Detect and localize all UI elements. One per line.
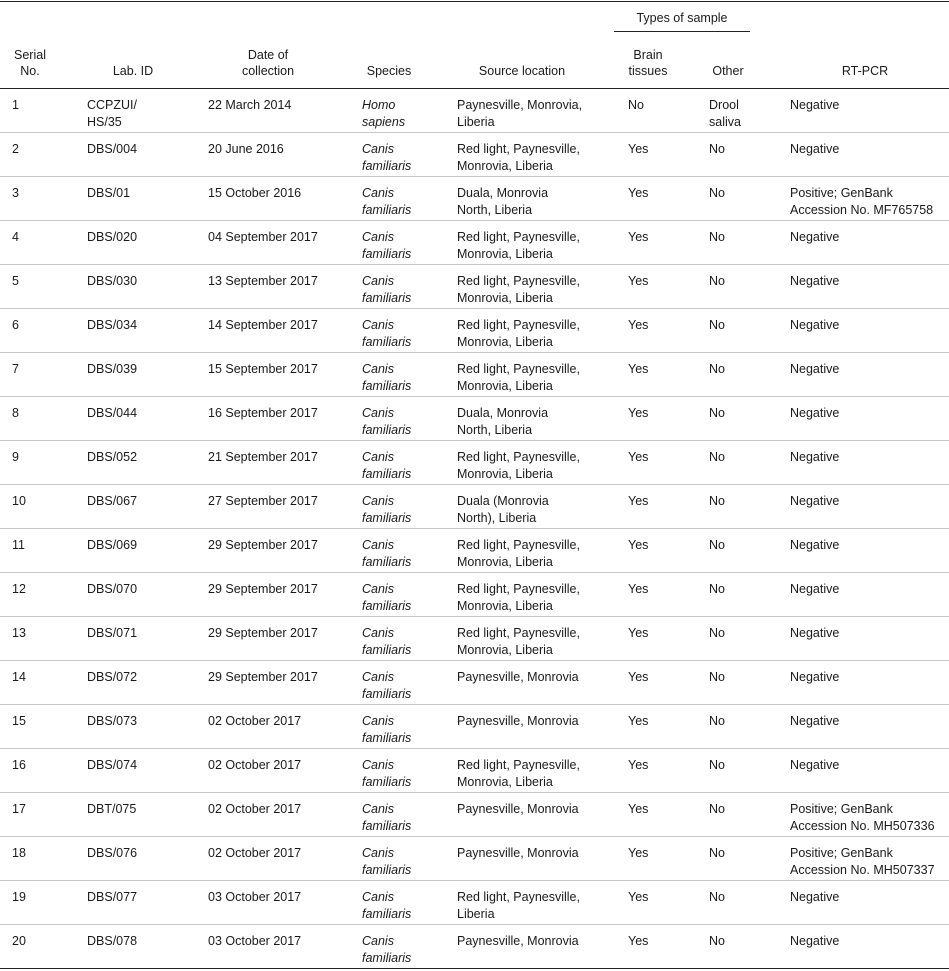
cell-rt-pcr: Negative [790, 98, 840, 112]
cell-species: Canis familiaris [362, 406, 412, 437]
cell-brain-tissues: Yes [628, 318, 649, 332]
cell-rt-pcr: Positive; GenBank Accession No. MH507336 [790, 802, 935, 833]
cell-lab-id: DBS/044 [87, 406, 138, 420]
cell-rt-pcr: Negative [790, 890, 840, 904]
cell-date: 02 October 2017 [208, 846, 302, 860]
cell-date: 02 October 2017 [208, 758, 302, 772]
header-rule [0, 88, 949, 89]
cell-serial: 11 [12, 538, 25, 552]
cell-brain-tissues: Yes [628, 362, 649, 376]
cell-serial: 13 [12, 626, 26, 640]
header-date: Date of collection [241, 48, 295, 78]
cell-brain-tissues: Yes [628, 934, 649, 948]
row-divider [0, 704, 949, 705]
cell-serial: 12 [12, 582, 26, 596]
cell-species: Canis familiaris [362, 934, 412, 965]
cell-other: No [709, 230, 725, 244]
cell-brain-tissues: Yes [628, 142, 649, 156]
cell-rt-pcr: Negative [790, 494, 840, 508]
cell-date: 27 September 2017 [208, 494, 318, 508]
cell-other: No [709, 802, 725, 816]
cell-source: Red light, Paynesville, Monrovia, Liberia [457, 450, 580, 481]
cell-brain-tissues: Yes [628, 186, 649, 200]
cell-date: 22 March 2014 [208, 98, 292, 112]
row-divider [0, 440, 949, 441]
cell-rt-pcr: Negative [790, 406, 840, 420]
row-divider [0, 572, 949, 573]
cell-other: No [709, 890, 725, 904]
cell-species: Canis familiaris [362, 362, 412, 393]
cell-lab-id: DBS/070 [87, 582, 138, 596]
cell-rt-pcr: Negative [790, 230, 840, 244]
cell-brain-tissues: Yes [628, 450, 649, 464]
cell-brain-tissues: Yes [628, 494, 649, 508]
cell-rt-pcr: Negative [790, 450, 840, 464]
cell-source: Duala, Monrovia North, Liberia [457, 406, 549, 437]
cell-rt-pcr: Negative [790, 934, 840, 948]
cell-lab-id: DBS/078 [87, 934, 138, 948]
cell-source: Duala, Monrovia North, Liberia [457, 186, 549, 217]
top-rule [0, 1, 949, 2]
cell-date: 29 September 2017 [208, 626, 318, 640]
row-divider [0, 220, 949, 221]
cell-rt-pcr: Positive; GenBank Accession No. MF765758 [790, 186, 934, 217]
cell-rt-pcr: Negative [790, 582, 840, 596]
cell-date: 29 September 2017 [208, 670, 318, 684]
cell-species: Canis familiaris [362, 186, 412, 217]
cell-serial: 19 [12, 890, 26, 904]
header-rt-pcr: RT-PCR [841, 64, 889, 78]
row-divider [0, 396, 949, 397]
cell-other: No [709, 670, 725, 684]
cell-rt-pcr: Negative [790, 714, 840, 728]
cell-rt-pcr: Negative [790, 670, 840, 684]
cell-serial: 10 [12, 494, 26, 508]
cell-date: 02 October 2017 [208, 802, 302, 816]
cell-serial: 16 [12, 758, 26, 772]
row-divider [0, 616, 949, 617]
header-source: Source location [478, 64, 566, 78]
cell-lab-id: DBS/073 [87, 714, 138, 728]
cell-source: Red light, Paynesville, Monrovia, Liberia [457, 582, 580, 613]
cell-lab-id: DBS/067 [87, 494, 138, 508]
cell-date: 15 October 2016 [208, 186, 302, 200]
cell-source: Paynesville, Monrovia, Liberia [457, 98, 583, 129]
cell-source: Red light, Paynesville, Monrovia, Liberia [457, 538, 580, 569]
row-divider [0, 308, 949, 309]
cell-rt-pcr: Negative [790, 142, 840, 156]
header-lab-id: Lab. ID [112, 64, 154, 78]
header-serial: Serial No. [14, 48, 46, 78]
cell-species: Canis familiaris [362, 802, 412, 833]
cell-rt-pcr: Negative [790, 626, 840, 640]
cell-serial: 8 [12, 406, 19, 420]
cell-species: Canis familiaris [362, 494, 412, 525]
cell-species: Canis familiaris [362, 142, 412, 173]
cell-brain-tissues: Yes [628, 538, 649, 552]
cell-species: Canis familiaris [362, 758, 412, 789]
cell-brain-tissues: Yes [628, 890, 649, 904]
group-underline [614, 31, 750, 32]
cell-brain-tissues: Yes [628, 846, 649, 860]
row-divider [0, 132, 949, 133]
cell-source: Red light, Paynesville, Monrovia, Liberia [457, 626, 580, 657]
cell-serial: 1 [12, 98, 19, 112]
cell-lab-id: DBS/076 [87, 846, 138, 860]
cell-species: Canis familiaris [362, 846, 412, 877]
cell-lab-id: DBS/01 [87, 186, 131, 200]
cell-serial: 20 [12, 934, 26, 948]
cell-source: Paynesville, Monrovia [457, 934, 579, 948]
cell-other: No [709, 142, 725, 156]
cell-serial: 2 [12, 142, 19, 156]
cell-source: Red light, Paynesville, Monrovia, Liberia [457, 142, 580, 173]
cell-date: 29 September 2017 [208, 582, 318, 596]
cell-rt-pcr: Negative [790, 362, 840, 376]
row-divider [0, 176, 949, 177]
cell-other: No [709, 714, 725, 728]
cell-other: No [709, 274, 725, 288]
cell-serial: 4 [12, 230, 19, 244]
cell-serial: 6 [12, 318, 19, 332]
header-other: Other [712, 64, 744, 78]
cell-species: Canis familiaris [362, 626, 412, 657]
cell-date: 15 September 2017 [208, 362, 318, 376]
row-divider [0, 660, 949, 661]
row-divider [0, 792, 949, 793]
cell-lab-id: DBS/069 [87, 538, 138, 552]
cell-species: Canis familiaris [362, 670, 412, 701]
cell-lab-id: DBS/072 [87, 670, 138, 684]
cell-source: Red light, Paynesville, Monrovia, Liberia [457, 758, 580, 789]
cell-species: Canis familiaris [362, 230, 412, 261]
cell-brain-tissues: Yes [628, 758, 649, 772]
cell-other: No [709, 362, 725, 376]
row-divider [0, 924, 949, 925]
cell-date: 03 October 2017 [208, 890, 302, 904]
cell-other: No [709, 494, 725, 508]
cell-date: 02 October 2017 [208, 714, 302, 728]
cell-lab-id: DBS/039 [87, 362, 138, 376]
cell-date: 14 September 2017 [208, 318, 318, 332]
cell-lab-id: DBS/071 [87, 626, 138, 640]
cell-other: No [709, 934, 725, 948]
cell-rt-pcr: Negative [790, 274, 840, 288]
cell-brain-tissues: Yes [628, 406, 649, 420]
cell-date: 03 October 2017 [208, 934, 302, 948]
row-divider [0, 880, 949, 881]
row-divider [0, 528, 949, 529]
cell-lab-id: DBT/075 [87, 802, 137, 816]
cell-lab-id: CCPZUI/ HS/35 [87, 98, 137, 129]
cell-species: Canis familiaris [362, 582, 412, 613]
cell-other: No [709, 758, 725, 772]
cell-lab-id: DBS/074 [87, 758, 138, 772]
row-divider [0, 836, 949, 837]
cell-other: No [709, 318, 725, 332]
cell-serial: 17 [12, 802, 26, 816]
cell-brain-tissues: Yes [628, 274, 649, 288]
cell-lab-id: DBS/034 [87, 318, 138, 332]
cell-serial: 7 [12, 362, 19, 376]
cell-serial: 3 [12, 186, 19, 200]
cell-date: 13 September 2017 [208, 274, 318, 288]
cell-date: 20 June 2016 [208, 142, 284, 156]
header-brain-tissues: Brain tissues [628, 48, 668, 78]
cell-species: Canis familiaris [362, 890, 412, 921]
cell-lab-id: DBS/077 [87, 890, 138, 904]
cell-date: 04 September 2017 [208, 230, 318, 244]
cell-source: Red light, Paynesville, Monrovia, Liberia [457, 274, 580, 305]
cell-brain-tissues: Yes [628, 582, 649, 596]
header-types-of-sample: Types of sample [636, 11, 728, 25]
cell-brain-tissues: Yes [628, 670, 649, 684]
cell-source: Paynesville, Monrovia [457, 670, 579, 684]
bottom-rule [0, 968, 949, 969]
cell-rt-pcr: Negative [790, 318, 840, 332]
cell-other: No [709, 186, 725, 200]
row-divider [0, 748, 949, 749]
cell-source: Red light, Paynesville, Monrovia, Liberia [457, 230, 580, 261]
header-species: Species [366, 64, 412, 78]
cell-serial: 5 [12, 274, 19, 288]
cell-species: Canis familiaris [362, 538, 412, 569]
row-divider [0, 484, 949, 485]
cell-species: Canis familiaris [362, 274, 412, 305]
cell-brain-tissues: No [628, 98, 644, 112]
cell-other: No [709, 582, 725, 596]
cell-source: Paynesville, Monrovia [457, 846, 579, 860]
cell-other: No [709, 538, 725, 552]
cell-source: Red light, Paynesville, Liberia [457, 890, 580, 921]
cell-species: Canis familiaris [362, 714, 412, 745]
cell-source: Paynesville, Monrovia [457, 714, 579, 728]
cell-lab-id: DBS/030 [87, 274, 138, 288]
cell-serial: 14 [12, 670, 26, 684]
cell-other: No [709, 450, 725, 464]
cell-serial: 18 [12, 846, 26, 860]
cell-brain-tissues: Yes [628, 230, 649, 244]
cell-brain-tissues: Yes [628, 626, 649, 640]
cell-source: Duala (Monrovia North), Liberia [457, 494, 549, 525]
cell-other: No [709, 846, 725, 860]
cell-date: 16 September 2017 [208, 406, 318, 420]
cell-species: Homo sapiens [362, 98, 406, 129]
cell-rt-pcr: Negative [790, 758, 840, 772]
cell-lab-id: DBS/052 [87, 450, 138, 464]
cell-other: Drool saliva [709, 98, 741, 129]
row-divider [0, 352, 949, 353]
cell-other: No [709, 626, 725, 640]
cell-brain-tissues: Yes [628, 714, 649, 728]
cell-source: Paynesville, Monrovia [457, 802, 579, 816]
cell-source: Red light, Paynesville, Monrovia, Liberia [457, 318, 580, 349]
cell-date: 29 September 2017 [208, 538, 318, 552]
cell-serial: 15 [12, 714, 26, 728]
cell-species: Canis familiaris [362, 450, 412, 481]
cell-serial: 9 [12, 450, 19, 464]
row-divider [0, 264, 949, 265]
cell-other: No [709, 406, 725, 420]
cell-lab-id: DBS/020 [87, 230, 138, 244]
cell-rt-pcr: Positive; GenBank Accession No. MH507337 [790, 846, 935, 877]
cell-source: Red light, Paynesville, Monrovia, Liberia [457, 362, 580, 393]
cell-date: 21 September 2017 [208, 450, 318, 464]
cell-brain-tissues: Yes [628, 802, 649, 816]
cell-species: Canis familiaris [362, 318, 412, 349]
cell-lab-id: DBS/004 [87, 142, 138, 156]
cell-rt-pcr: Negative [790, 538, 840, 552]
